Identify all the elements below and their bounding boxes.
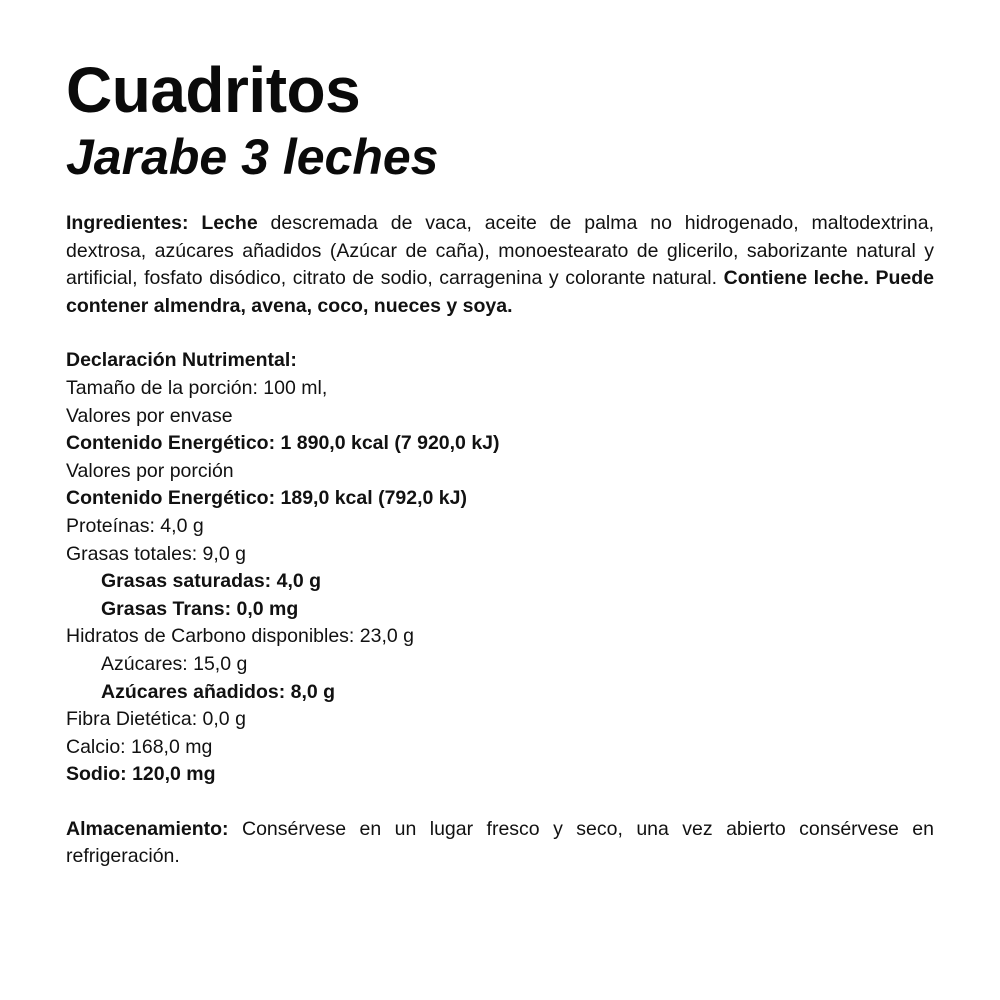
storage-paragraph (66, 816, 934, 871)
nutrition-row-energy-serving: Contenido Energético: 189,0 kcal (792,0 kJ) (66, 487, 467, 510)
storage-text: Consérvese en un lugar fresco y seco, una vez abierto consérvese en refrigeración. (66, 817, 934, 868)
nutrition-row-per-package: Valores por envase (66, 404, 233, 427)
nutrition-row-energy-package: Contenido Energético: 1 890,0 kcal (7 920,0 kJ) (66, 432, 500, 455)
nutrition-heading: Declaración Nutrimental: (66, 349, 297, 372)
product-title: Cuadritos (66, 54, 361, 126)
ingredients-paragraph (66, 210, 934, 320)
nutrition-row-trans-fat: Grasas Trans: 0,0 mg (101, 597, 299, 620)
nutrition-row-fiber: Fibra Dietética: 0,0 g (66, 708, 246, 731)
nutrition-row-protein: Proteínas: 4,0 g (66, 514, 204, 537)
nutrition-row-per-serving: Valores por porción (66, 459, 234, 482)
nutrition-row-sodium: Sodio: 120,0 mg (66, 763, 216, 786)
ingredients-text: descremada de vaca, aceite de palma no hidrogenado, maltodextrina, dextrosa, azúcares añadidos (Azúcar de caña), monoestearato de glicerilo, saborizante natural y artificial, fosfato disódico, citrato de sodio, carragenina y colorante natural. (66, 212, 934, 290)
allergen-warning: Contiene leche. Puede contener almendra, avena, coco, nueces y soya. (66, 267, 934, 317)
nutrition-row-carbohydrates: Hidratos de Carbono disponibles: 23,0 g (66, 625, 414, 648)
storage-label: Almacenamiento: (66, 817, 229, 840)
nutrition-row-added-sugars: Azúcares añadidos: 8,0 g (101, 680, 336, 703)
nutrition-row-calcium: Calcio: 168,0 mg (66, 735, 213, 758)
nutrition-declaration (66, 347, 934, 789)
nutrition-row-serving-size: Tamaño de la porción: 100 ml, (66, 376, 328, 399)
ingredients-label: Ingredientes: (66, 212, 189, 234)
nutrition-row-saturated-fat: Grasas saturadas: 4,0 g (101, 570, 322, 593)
ingredients-lead: Leche (201, 212, 258, 234)
nutrition-row-sugars: Azúcares: 15,0 g (101, 652, 248, 675)
product-subtitle: Jarabe 3 leches (66, 129, 439, 185)
product-label (66, 52, 934, 871)
nutrition-row-total-fat: Grasas totales: 9,0 g (66, 542, 246, 565)
